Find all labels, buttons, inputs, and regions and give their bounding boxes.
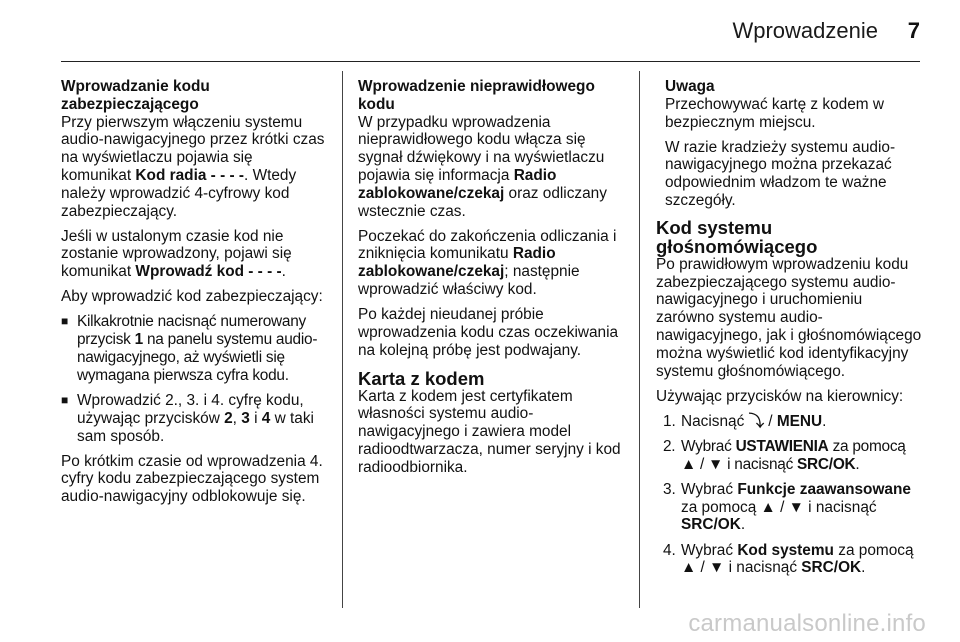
- watermark: carmanualsonline.info: [688, 610, 926, 637]
- paragraph: Poczekać do zakończenia odliczania i zniknięcia komunikatu Radio zablokowane/czekaj; następnie wprowadzić właściwy kod.: [358, 227, 617, 299]
- display-message: Wprowadź kod - - - -: [135, 263, 282, 281]
- display-message: Radio zablokowane/czekaj: [358, 245, 556, 281]
- page-number: 7: [907, 18, 920, 43]
- section-heading-security-code: Wprowadzanie kodu zabezpieczającego: [61, 78, 210, 113]
- list-item-step-2: 2. Wybrać USTAWIENIA za pomocą ▲ / ▼ i nacisnąć SRC/OK.: [663, 437, 906, 473]
- column-divider-1: [342, 71, 343, 608]
- section-heading-wrong-code: Wprowadzenie nieprawidłowego kodu: [358, 78, 595, 113]
- paragraph: W przypadku wprowadzenia nieprawidłowego kodu włącza się sygnał dźwiękowy i na wyświetlaczu pojawia się informacja Radio zablokowane/czekaj oraz odliczany wstecznie czas.: [358, 113, 607, 220]
- header-rule: [61, 61, 920, 62]
- paragraph: Po prawidłowym wprowadzeniu kodu zabezpieczającego systemu audio-nawigacyjnego i uruchomieniu zarówno systemu audio-nawigacyjnego, jak i głośnomówiącego można wyświetlić kod identyfikacyjny systemu głośnomówiącego.: [656, 255, 922, 380]
- paragraph: Karta z kodem jest certyfikatem własności systemu audio-nawigacyjnego i zawiera model radioodtwarzacza, numer seryjny i kod radioodbiornika.: [358, 387, 621, 476]
- phone-button-icon: ⤵: [748, 412, 764, 430]
- section-heading-code-card: Karta z kodem: [358, 367, 485, 389]
- paragraph: Aby wprowadzić kod zabezpieczający:: [61, 288, 323, 306]
- list-item-step-4: 4. Wybrać Kod systemu za pomocą ▲ / ▼ i nacisnąć SRC/OK.: [663, 541, 914, 577]
- note-title: Uwaga: [665, 78, 715, 95]
- list-item-step-3: 3. Wybrać Funkcje zaawansowane za pomocą ▲ / ▼ i nacisnąć SRC/OK.: [663, 480, 911, 534]
- bullet-list: [61, 313, 327, 445]
- list-item: ■ Wprowadzić 2., 3. i 4. cyfrę kodu, używając przycisków 2, 3 i 4 w taki sam sposób.: [61, 392, 327, 445]
- paragraph: Jeśli w ustalonym czasie kod nie zostanie wprowadzony, pojawi się komunikat Wprowadź kod - - - -.: [61, 227, 292, 281]
- paragraph: Używając przycisków na kierownicy:: [656, 387, 904, 405]
- paragraph: Po krótkim czasie od wprowadzenia 4. cyfry kodu zabezpieczającego system audio-nawigacyjny odblokowuje się.: [61, 452, 323, 506]
- list-item: ■ Kilkakrotnie nacisnąć numerowany przycisk 1 na panelu systemu audio-nawigacyjnego, aż wyświetli się wymagana pierwsza cyfra kodu.: [61, 313, 327, 384]
- section-heading-handsfree-code: Kod systemu głośnomówiącego: [656, 216, 818, 257]
- column-divider-2: [639, 71, 640, 608]
- note-text: W razie kradzieży systemu audio-nawigacyjnego można przekazać odpowiednim władzom te ważne szczegóły.: [665, 138, 896, 210]
- column-2: [358, 78, 624, 606]
- paragraph: Po każdej nieudanej próbie wprowadzenia kodu czas oczekiwania na kolejną próbę jest podwajany.: [358, 306, 619, 359]
- page-header: [0, 0, 960, 62]
- header-title: Wprowadzenie: [732, 18, 878, 43]
- note-box: [656, 78, 922, 210]
- display-message: Kod radia - - - -: [135, 166, 245, 184]
- column-1: [61, 78, 327, 606]
- numbered-list: [656, 413, 922, 577]
- paragraph: Przy pierwszym włączeniu systemu audio-nawigacyjnego przez krótki czas na wyświetlaczu pojawia się komunikat Kod radia - - - -. Wtedy należy wprowadzić 4-cyfrowy kod zabezpieczający.: [61, 113, 325, 220]
- list-item-step-1: 1. Nacisnąć ⤵ / MENU.: [663, 412, 827, 430]
- column-3: [656, 78, 922, 606]
- note-text: Przechowywać kartę z kodem w bezpiecznym miejscu.: [665, 95, 884, 131]
- display-message: Radio zablokowane/czekaj: [358, 166, 557, 202]
